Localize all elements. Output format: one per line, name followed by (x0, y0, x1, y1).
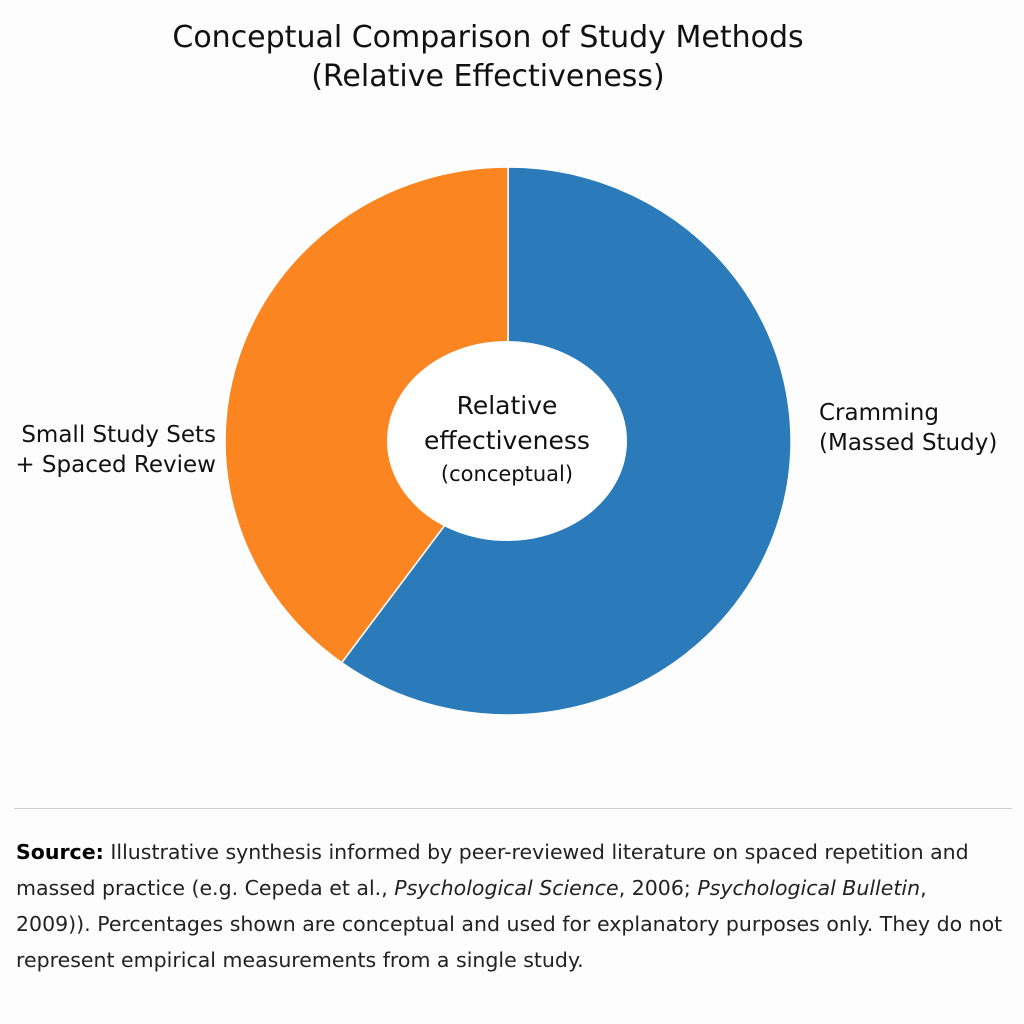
source-journal-1: Psychological Science (394, 876, 619, 900)
source-journal-2: Psychological Bulletin (697, 876, 921, 900)
chart-title-line-2: (Relative Effectiveness) (311, 59, 665, 94)
slice-label-cramming-line-1: Cramming (819, 400, 939, 426)
slice-label-cramming-line-2: (Massed Study) (819, 430, 998, 456)
center-label-line-3: (conceptual) (440, 462, 574, 486)
center-label-line-1: Relative (456, 391, 558, 420)
center-label-line-2: effectiveness (424, 426, 590, 455)
source-text-part-3: , 2009)). Percentages shown are conceptual and used for explanatory purposes only. They do not represent empirical measurements from a single study. (16, 876, 1003, 972)
source-lead: Source: (16, 840, 104, 864)
slice-label-spaced-review-line-1: Small Study Sets (21, 422, 216, 448)
chart-title-line-1: Conceptual Comparison of Study Methods (172, 20, 804, 55)
footer-divider (14, 808, 1012, 809)
source-text-part-2: , 2006; (618, 876, 698, 900)
slice-label-spaced-review-line-2: + Spaced Review (15, 452, 216, 478)
source-note (16, 834, 1006, 978)
slice-label-cramming (819, 398, 997, 458)
donut-center-label (387, 388, 627, 491)
slice-label-spaced-review (15, 420, 216, 480)
source-text-part-1: Illustrative synthesis informed by peer-reviewed literature on spaced repetition and massed practice (e.g. Cepeda et al., (16, 840, 969, 900)
